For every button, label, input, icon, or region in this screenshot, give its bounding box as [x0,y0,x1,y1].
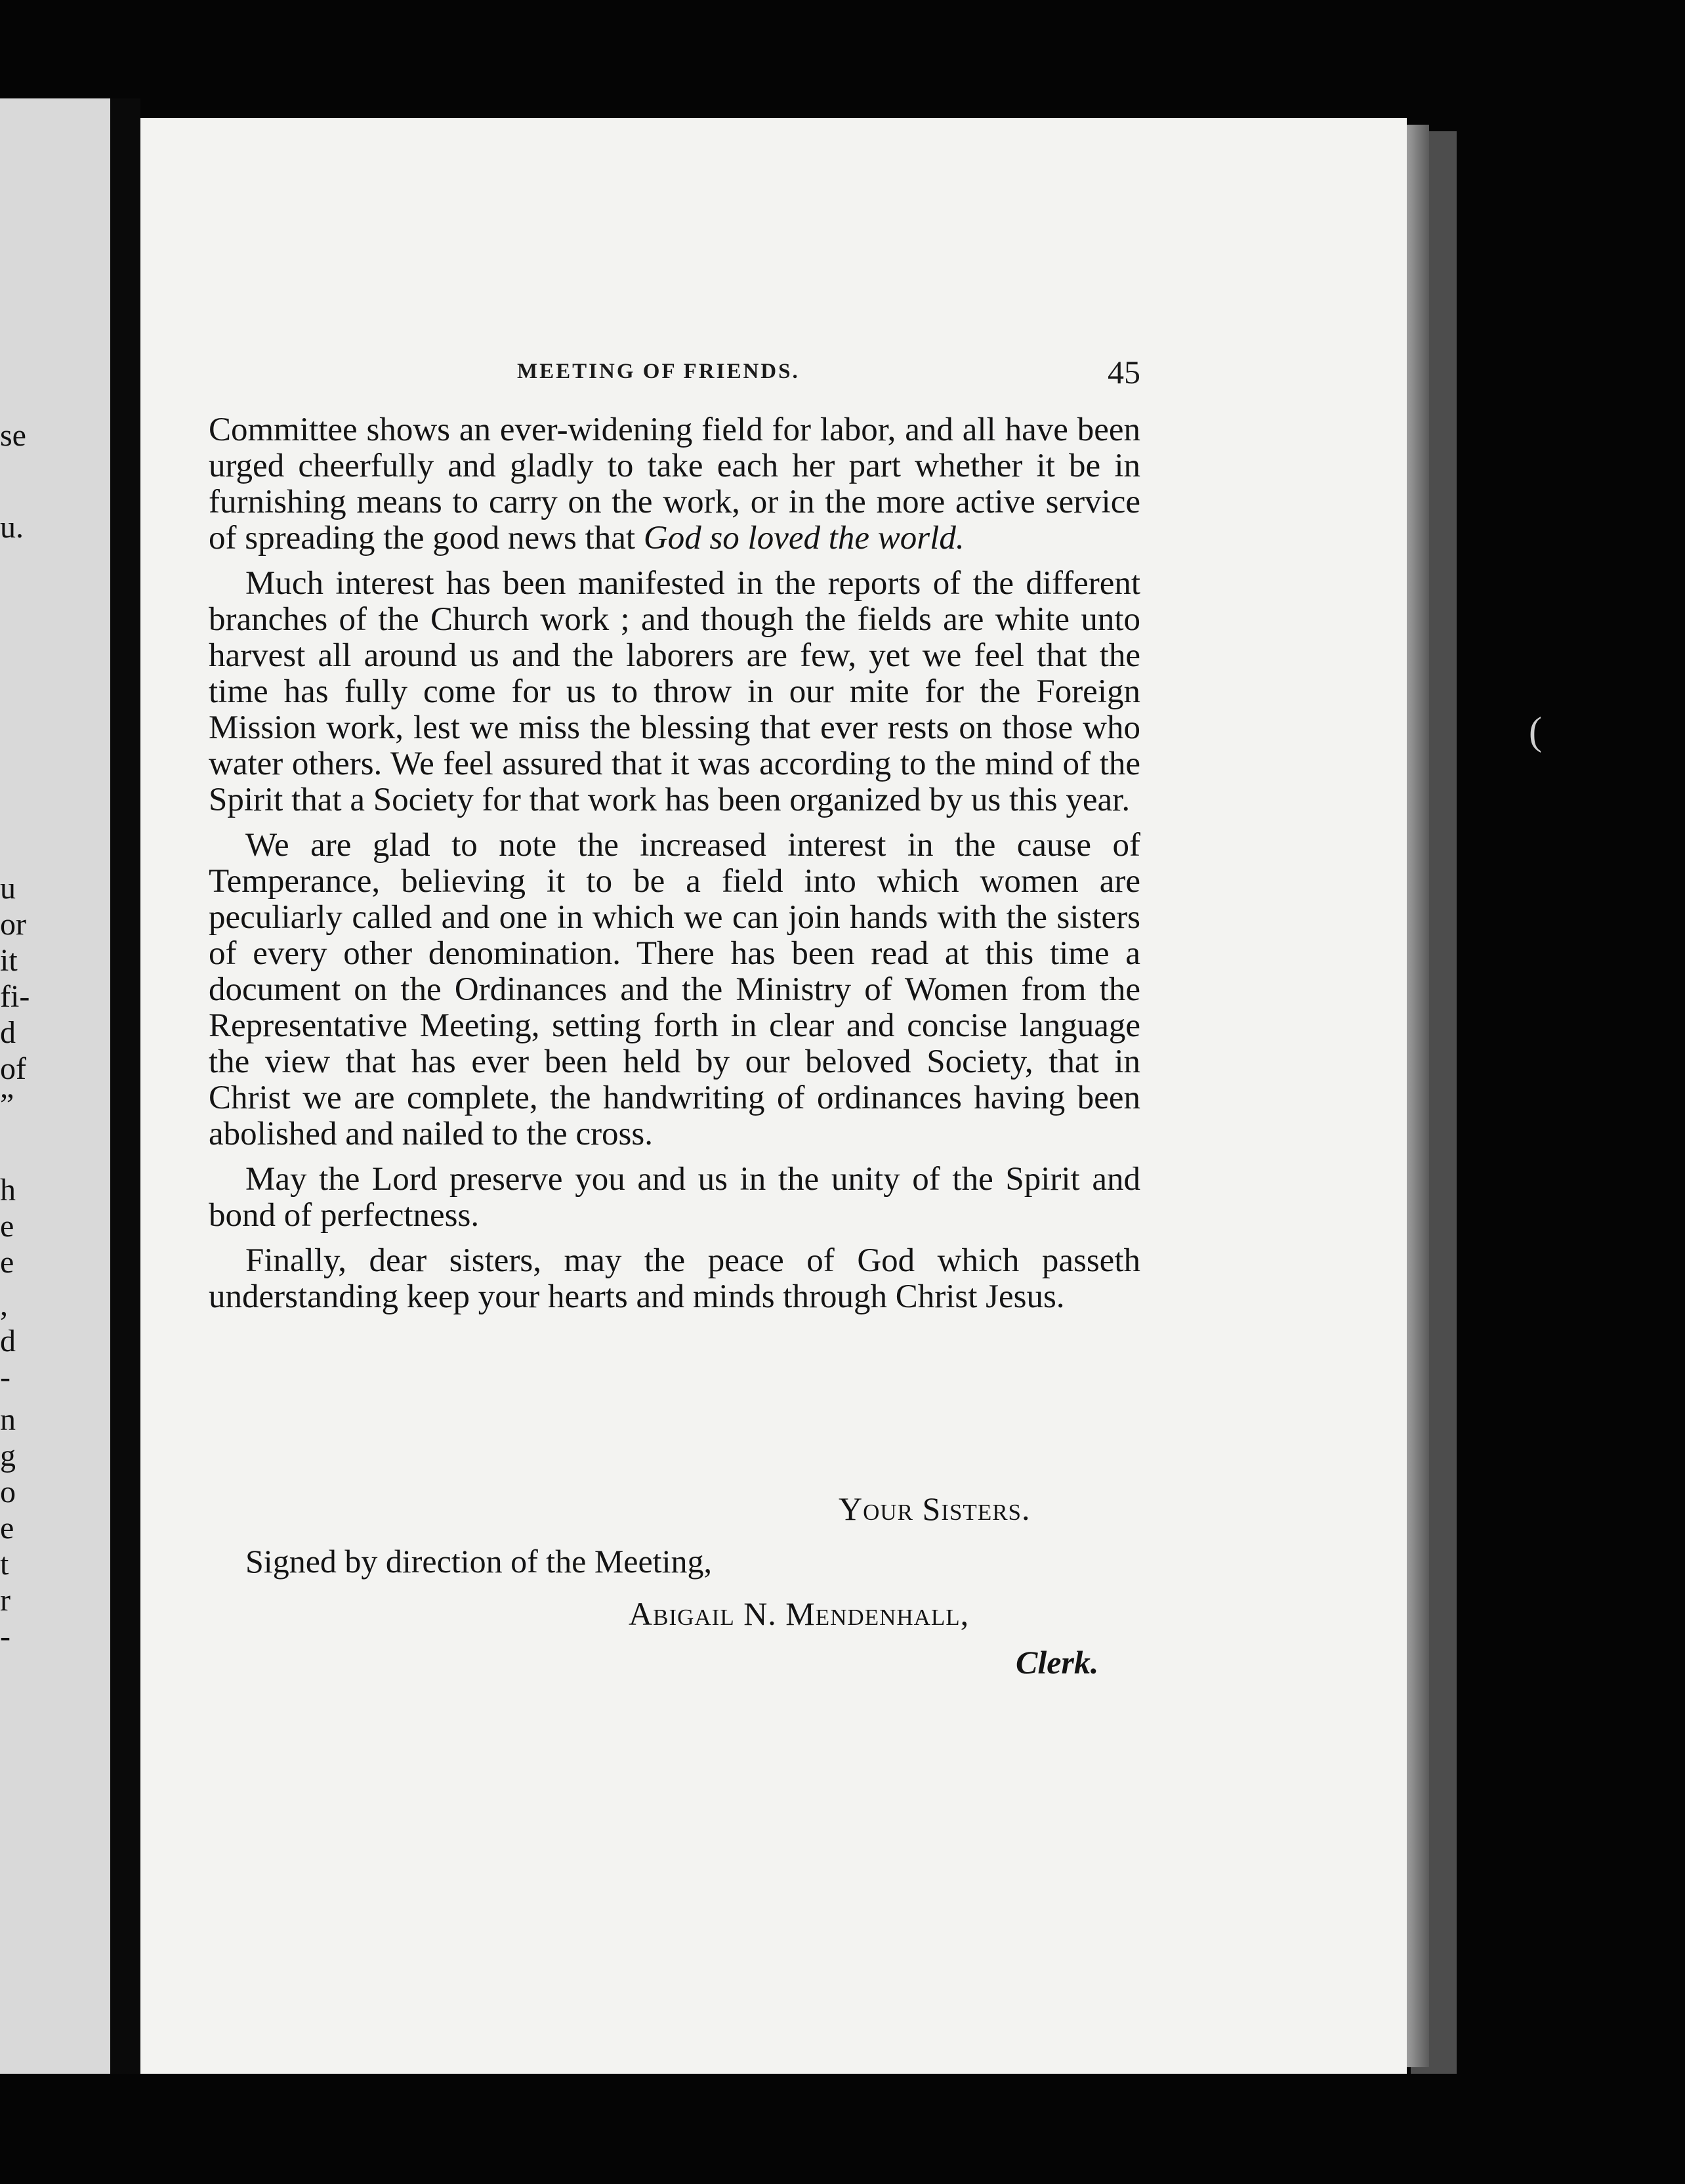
paragraph-text: Committee shows an ever-widening field for labor, and all have been urged cheerfully and gladly to take each her part whether it be in furnishing means to carry on the work, or in the more active service of spreading the good news that [209,411,1140,556]
paragraph: Finally, dear sisters, may the peace of God which passeth understanding keep your hearts and minds through Christ Jesus. [209,1242,1140,1315]
left-fragment: r [0,1583,10,1618]
left-fragment: o [0,1475,16,1509]
left-fragment: n [0,1402,16,1437]
left-fragment: fi- [0,979,30,1014]
left-page-text-fragments [0,98,110,2074]
left-fragment: h [0,1173,16,1208]
signer-name: Abigail N. Mendenhall, [629,1595,970,1632]
page-header [209,353,1140,392]
running-head: MEETING OF FRIENDS. [517,360,800,383]
left-fragment: ” [0,1087,14,1122]
left-fragment: - [0,1619,10,1654]
signer-role: Clerk. [1016,1644,1099,1681]
signed-line: Signed by direction of the Meeting, [245,1543,712,1580]
page-number: 45 [1108,354,1140,390]
left-fragment: or [0,907,26,942]
paragraph: Much interest has been manifested in the reports of the different branches of the Church work ; and though the fields are white unto harvest all around us and the laborers are few, yet we feel that the time has fully come for us to throw in our mite for the Foreign Mission work, lest we miss the blessing that ever rests on those who water others. We feel assured that it was according to the mind of the Spirit that a Society for that work has been organized by us this year. [209,565,1140,818]
left-fragment: - [0,1360,10,1395]
left-fragment: e [0,1209,14,1244]
paragraph [209,412,1140,556]
italic-quote: God so loved the world. [643,520,965,556]
left-fragment: e [0,1511,14,1545]
left-fragment: d [0,1015,16,1050]
left-fragment: of [0,1051,26,1086]
left-fragment: u [0,871,16,906]
closing: Your Sisters. [839,1490,1031,1527]
body-text [209,412,1140,1324]
left-fragment: , [0,1288,8,1322]
signoff-block [209,1490,1140,1687]
left-fragment: d [0,1324,16,1358]
book-gutter [110,98,140,2074]
paragraph: We are glad to note the increased interest in the cause of Temperance, believing it to be a field into which women are peculiarly called and one in which we can join hands with the sisters of every other denomination. There has been read at this time a document on the Ordinances and the Ministry of Women from the Representative Meeting, setting forth in clear and concise language the view that has ever been held by our beloved Society, that in Christ we are complete, the handwriting of ordinances having been abolished and nailed to the cross. [209,827,1140,1152]
left-fragment: u. [0,510,24,545]
paragraph: May the Lord preserve you and us in the unity of the Spirit and bond of perfectness. [209,1161,1140,1234]
left-fragment: g [0,1438,16,1473]
left-fragment: e [0,1245,14,1280]
left-fragment: it [0,943,18,978]
scan-mark: ( [1529,709,1542,753]
left-fragment: se [0,418,26,453]
left-fragment: t [0,1547,9,1582]
